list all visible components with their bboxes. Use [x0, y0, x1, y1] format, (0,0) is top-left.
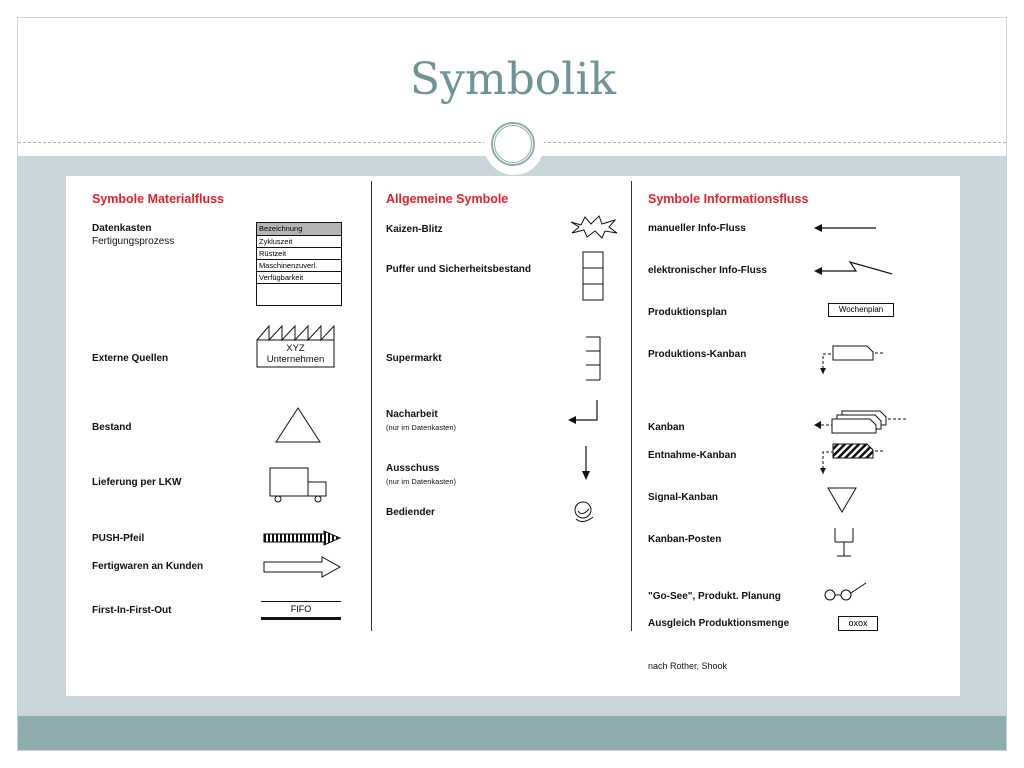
column-divider-left: [371, 181, 372, 631]
factory-text-unternehmen: Unternehmen: [266, 354, 325, 365]
data-box-row-header: Bezeichnung: [257, 223, 341, 236]
label-go-see: "Go-See", Produkt. Planung: [648, 591, 781, 602]
shipment-arrow-icon: [264, 557, 344, 579]
label-fertigwaren: Fertigwaren an Kunden: [92, 561, 204, 572]
kanban-icon: [814, 408, 910, 438]
fifo-text: FIFO: [290, 604, 312, 614]
label-kanban-posten: Kanban-Posten: [648, 534, 722, 545]
heading-materialfluss: Symbole Materialfluss: [92, 192, 224, 206]
data-box-row: Maschinenzuverl.: [257, 260, 341, 272]
withdrawal-kanban-icon: [819, 440, 891, 480]
label-produktions-kanban: Produktions-Kanban: [648, 349, 747, 360]
note-ausschuss: (nur im Datenkasten): [386, 477, 457, 486]
label-datenkasten: Datenkasten: [92, 223, 152, 234]
rework-arrow-icon: [566, 398, 602, 426]
weekly-plan-box: [828, 303, 894, 317]
scrap-arrow-icon: [580, 444, 594, 482]
label-entnahme-kanban: Entnahme-Kanban: [648, 450, 737, 461]
label-fertigungsprozess: Fertigungsprozess: [92, 236, 175, 247]
label-ausgleich: Ausgleich Produktionsmenge: [648, 618, 790, 629]
data-box-row: Zykluszeit: [257, 236, 341, 248]
buffer-stack-icon: [582, 251, 606, 303]
label-lieferung-lkw: Lieferung per LKW: [92, 477, 182, 488]
label-externe-quellen: Externe Quellen: [92, 353, 169, 364]
triangle-inventory-icon: [274, 406, 324, 446]
circle-ornament-inner-ring: [494, 125, 532, 163]
footer-bar: [18, 716, 1006, 751]
label-ausschuss: Ausschuss: [386, 463, 440, 474]
label-puffer: Puffer und Sicherheitsbestand: [386, 264, 532, 275]
slide-title: Symbolik: [409, 54, 617, 105]
weekly-plan-text: Wochenplan: [838, 305, 884, 314]
label-signal-kanban: Signal-Kanban: [648, 492, 719, 503]
label-bediender: Bediender: [386, 507, 435, 518]
label-elektronischer-info-fluss: elektronischer Info-Fluss: [648, 265, 767, 276]
load-leveling-text: oxox: [848, 618, 868, 628]
source-note: nach Rother, Shook: [648, 661, 728, 671]
heading-allgemeine: Allgemeine Symbole: [386, 192, 509, 206]
data-box-symbol: [256, 222, 342, 306]
label-kaizen-blitz: Kaizen-Blitz: [386, 224, 443, 235]
data-box-row: Verfügbarkeit: [257, 272, 341, 284]
load-leveling-box: [838, 616, 878, 631]
heading-informationsfluss: Symbole Informationsfluss: [648, 192, 809, 206]
note-nacharbeit: (nur im Datenkasten): [386, 423, 457, 432]
label-supermarkt: Supermarkt: [386, 353, 442, 364]
kaizen-burst-icon: [569, 214, 619, 240]
fifo-symbol: [261, 601, 341, 620]
operator-icon: [571, 499, 597, 525]
glasses-go-see-icon: [824, 581, 868, 601]
truck-icon: [268, 466, 338, 508]
factory-text-xyz: XYZ: [286, 343, 305, 354]
symbol-legend-panel: [66, 176, 960, 696]
label-bestand: Bestand: [92, 422, 132, 433]
label-push-pfeil: PUSH-Pfeil: [92, 533, 145, 544]
slide: [17, 17, 1007, 751]
push-arrow-icon: [264, 531, 344, 551]
label-fifo: First-In-First-Out: [92, 605, 172, 616]
label-kanban: Kanban: [648, 422, 685, 433]
production-kanban-icon: [819, 338, 891, 378]
signal-kanban-icon: [826, 486, 860, 516]
label-produktionsplan: Produktionsplan: [648, 307, 727, 318]
electronic-info-arrow-icon: [814, 258, 894, 280]
label-nacharbeit: Nacharbeit: [386, 409, 438, 420]
column-divider-right: [631, 181, 632, 631]
manual-info-arrow-icon: [814, 221, 878, 235]
data-box-row: Rüstzeit: [257, 248, 341, 260]
supermarket-icon: [584, 336, 604, 384]
label-manueller-info-fluss: manueller Info-Fluss: [648, 223, 746, 234]
kanban-post-icon: [834, 526, 856, 560]
